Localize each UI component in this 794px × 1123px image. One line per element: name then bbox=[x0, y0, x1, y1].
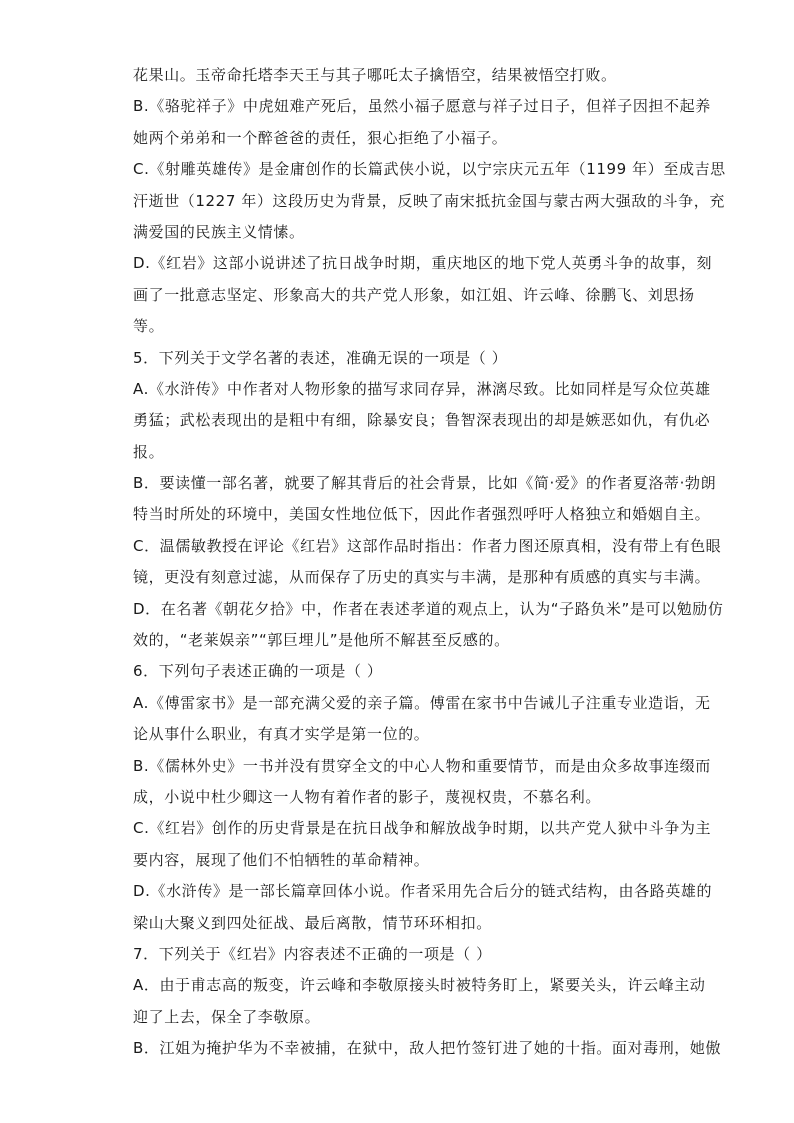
text-line: 效的，“老莱娱亲”“郭巨埋儿”是他所不解甚至反感的。 bbox=[133, 631, 510, 650]
text-line: B．江姐为掩护华为不幸被捕，在狱中，敌人把竹签钉进了她的十指。面对毒刑，她傲 bbox=[133, 1039, 722, 1058]
text-line: 满爱国的民族主义情愫。 bbox=[133, 222, 305, 241]
text-line: 报。 bbox=[133, 442, 165, 461]
text-line: C.《红岩》创作的历史背景是在抗日战争和解放战争时期，以共产党人狱中斗争为主 bbox=[133, 819, 712, 838]
question-5-stem: 5．下列关于文学名著的表述，准确无误的一项是（ ） bbox=[133, 348, 508, 367]
text-line: 花果山。玉帝命托塔李天王与其子哪吒太子擒悟空，结果被悟空打败。 bbox=[133, 66, 617, 84]
text-line: 勇猛；武松表现出的是粗中有细，除暴安良；鲁智深表现出的却是嫉恶如仇，有仇必 bbox=[133, 411, 711, 430]
document-page bbox=[133, 62, 726, 1067]
text-line: 成，小说中杜少卿这一人物有着作者的影子，蔑视权贵，不慕名利。 bbox=[133, 787, 602, 806]
text-line: D．在名著《朝花夕拾》中，作者在表述孝道的观点上，认为“子路负米”是可以勉励仿 bbox=[133, 599, 724, 618]
text-line: A.《水浒传》中作者对人物形象的描写求同存异，淋漓尽致。比如同样是写众位英雄 bbox=[133, 379, 711, 398]
text-line: 汗逝世（1227 年）这段历史为背景，反映了南宋抵抗金国与蒙古两大强敌的斗争，充 bbox=[133, 191, 725, 210]
text-line: 特当时所处的环境中，美国女性地位低下，因此作者强烈呼吁人格独立和婚姻自主。 bbox=[133, 505, 711, 524]
text-line: 迎了上去，保全了李敬原。 bbox=[133, 1007, 321, 1026]
text-line: 画了一批意志坚定、形象高大的共产党人形象，如江姐、许云峰、徐鹏飞、刘思扬 bbox=[133, 285, 695, 304]
text-line: 论从事什么职业，有真才实学是第一位的。 bbox=[133, 725, 430, 744]
text-line: C．温儒敏教授在评论《红岩》这部作品时指出：作者力图还原真相，没有带上有色眼 bbox=[133, 536, 722, 555]
text-line: 镜，更没有刻意过滤，从而保存了历史的真实与丰满，是那种有质感的真实与丰满。 bbox=[133, 568, 711, 587]
text-line: A．由于甫志高的叛变，许云峰和李敬原接头时被特务盯上，紧要关头，许云峰主动 bbox=[133, 976, 706, 995]
text-line: C.《射雕英雄传》是金庸创作的长篇武侠小说，以宁宗庆元五年（1199 年）至成吉思 bbox=[133, 160, 726, 179]
text-line: A.《傅雷家书》是一部充满父爱的亲子篇。傅雷在家书中告诫儿子注重专业造诣，无 bbox=[133, 693, 711, 712]
text-line: B.《儒林外史》一书并没有贯穿全文的中心人物和重要情节，而是由众多故事连缀而 bbox=[133, 756, 711, 775]
question-6-stem: 6．下列句子表述正确的一项是（ ） bbox=[133, 662, 383, 681]
text-line: 她两个弟弟和一个醉爸爸的责任，狠心拒绝了小福子。 bbox=[133, 128, 508, 147]
text-line: 要内容，展现了他们不怕牺牲的革命精神。 bbox=[133, 850, 430, 869]
text-line: D.《水浒传》是一部长篇章回体小说。作者采用先合后分的链式结构，由各路英雄的 bbox=[133, 882, 713, 901]
text-line: D.《红岩》这部小说讲述了抗日战争时期，重庆地区的地下党人英勇斗争的故事，刻 bbox=[133, 254, 713, 273]
text-line: 梁山大聚义到四处征战、最后离散，情节环环相扣。 bbox=[133, 913, 492, 932]
text-line: 等。 bbox=[133, 317, 165, 336]
text-line: B．要读懂一部名著，就要了解其背后的社会背景，比如《简·爱》的作者夏洛蒂·勃朗 bbox=[133, 474, 717, 493]
text-line: B.《骆驼祥子》中虎妞难产死后，虽然小福子愿意与祥子过日子，但祥子因担不起养 bbox=[133, 97, 711, 116]
question-7-stem: 7．下列关于《红岩》内容表述不正确的一项是（ ） bbox=[133, 944, 492, 963]
